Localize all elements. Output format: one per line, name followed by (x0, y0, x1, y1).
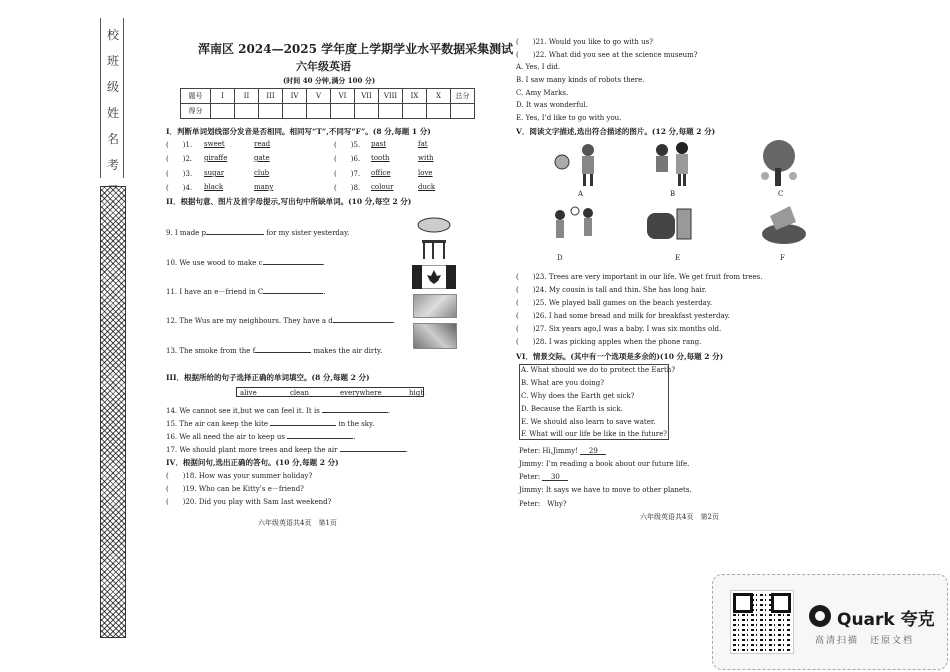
question-text: 14. We cannot see it,but we can feel it. It is (166, 407, 320, 415)
section-2-title: II．根据句意、图片及首字母提示,写出句中所缺单词。(10 分,每空 2 分) (166, 197, 412, 206)
dialogue-option: D. Because the Earth is sick. (521, 405, 623, 413)
answer-option: E. Yes, I’d like to go with you. (516, 114, 622, 122)
sec5-question: ( )24. My cousin is tall and thin. She has long hair. (516, 286, 707, 294)
dialogue-line (519, 447, 606, 455)
binding-margin (100, 18, 126, 658)
picture-label: A (578, 190, 584, 198)
question-text: 17. We should plant more trees and keep the air (166, 446, 338, 454)
quark-brand-name: Quark 夸克 (837, 610, 935, 630)
score-cell: IX (403, 89, 427, 104)
dialogue-option: C. Why does the Earth get sick? (521, 392, 635, 400)
score-input-cell[interactable] (355, 104, 379, 119)
answer-blank[interactable]: 30 (542, 473, 568, 481)
score-input-cell[interactable] (451, 104, 475, 119)
question-text: 15. The air can keep the kite (166, 420, 269, 428)
sec1-item-num: ( )6. (334, 155, 361, 163)
section-6-title: VI．情景交际。(其中有一个选项是多余的)(10 分,每题 2 分) (516, 352, 724, 361)
answer-option: C. Amy Marks. (516, 89, 569, 97)
dialogue-option: F. What will our life be like in the future? (521, 430, 668, 438)
score-row-values (181, 104, 475, 119)
score-cell: 得分 (181, 104, 211, 119)
plate-icon (418, 218, 450, 232)
sec4-question: ( )20. Did you play with Sam last weekend? (166, 498, 332, 506)
sec1-word: past (371, 140, 387, 148)
sec1-item-num: ( )3. (166, 170, 193, 178)
answer-blank[interactable] (333, 315, 393, 323)
quark-logo-icon (809, 605, 831, 627)
score-input-cell[interactable] (331, 104, 355, 119)
exam-subject: 六年级英语 (296, 60, 351, 73)
answer-blank[interactable] (255, 345, 311, 353)
question-text: . (322, 259, 325, 267)
answer-blank[interactable] (263, 286, 326, 296)
question-text: 10. We use wood to make c (166, 259, 263, 267)
picture-label: B (670, 190, 676, 198)
score-table (180, 88, 475, 119)
picture-label: F (780, 254, 785, 262)
score-input-cell[interactable] (259, 104, 283, 119)
section-5-title: V．阅读文字描述,选出符合描述的图片。(12 分,每题 2 分) (516, 127, 716, 136)
question-text: 16. We all need the air to keep us (166, 433, 285, 441)
score-cell: VI (331, 89, 355, 104)
sec1-word: giraffe (204, 154, 228, 162)
word-bank-word: everywhere (340, 389, 382, 397)
factory-picture (413, 323, 457, 349)
word-bank (236, 387, 424, 397)
sec2-question (166, 257, 325, 267)
sec1-item-num: ( )8. (334, 184, 361, 192)
sec1-item-num: ( )5. (334, 141, 361, 149)
sec5-question: ( )28. I was picking apples when the phone rang. (516, 338, 702, 346)
question-text: 11. I have an e－friend in C (166, 288, 264, 296)
score-cell: IV (283, 89, 307, 104)
question-text: makes the air dirty. (313, 347, 383, 355)
quark-watermark[interactable] (712, 574, 948, 670)
dialogue-options-box (519, 364, 669, 440)
question-text: . (323, 288, 326, 296)
exam-info: (时间 40 分钟,满分 100 分) (283, 76, 376, 85)
pancake-chair-picture (416, 216, 454, 264)
answer-option: D. It was wonderful. (516, 101, 588, 109)
sec1-word: office (371, 169, 391, 177)
question-text: 13. The smoke from the f (166, 347, 256, 355)
score-input-cell[interactable] (427, 104, 451, 119)
sec2-question (166, 286, 326, 297)
question-text: . (353, 433, 356, 441)
answer-blank[interactable] (206, 227, 264, 235)
score-cell: VII (355, 89, 379, 104)
sec5-question: ( )25. We played ball games on the beach yesterday. (516, 299, 713, 307)
dialogue-option: B. What are you doing? (521, 379, 604, 387)
right-question: ( )22. What did you see at the science museum? (516, 51, 698, 59)
score-cell: I (211, 89, 235, 104)
sec5-question: ( )23. Trees are very important in our life. We get fruit from trees. (516, 273, 763, 281)
dialogue-option: E. We should also learn to save water. (521, 418, 656, 426)
picture-b-girls (648, 140, 698, 188)
picture-f-phone (760, 202, 808, 248)
canada-flag-picture (412, 265, 456, 289)
score-cell: 总分 (451, 89, 475, 104)
score-cell: V (307, 89, 331, 104)
chair-leg-icon (423, 243, 425, 259)
sec1-word: many (254, 183, 274, 191)
question-text: . (392, 317, 395, 325)
picture-label: E (675, 254, 681, 262)
answer-option: B. I saw many kinds of robots there. (516, 76, 645, 84)
sec1-word: club (254, 169, 270, 177)
sec1-word: fat (418, 140, 428, 148)
sec1-item-num: ( )7. (334, 170, 361, 178)
score-row-header (181, 89, 475, 104)
answer-option: A. Yes, I did. (516, 63, 561, 71)
word-bank-word: clean (290, 389, 309, 397)
sec5-question: ( )27. Six years ago,I was a baby. I was six months old. (516, 325, 722, 333)
dialogue-text: Peter: Hi,Jimmy! (519, 447, 579, 455)
score-cell: II (235, 89, 259, 104)
question-text: in the sky. (338, 420, 375, 428)
sec1-word: read (254, 140, 271, 148)
section-1-title: I．判断单词划线部分发音是否相同。相同写“T”,不同写“F”。(8 分,每题 1 分) (166, 127, 431, 136)
sec3-question (166, 405, 390, 415)
picture-c-apple-tree (755, 140, 803, 188)
picture-a-baby (548, 140, 608, 188)
picture-d-beach-ball (548, 205, 604, 253)
sec3-question (166, 444, 408, 454)
sec1-word: sweet (204, 140, 225, 148)
sec1-word: colour (371, 183, 394, 191)
score-cell: X (427, 89, 451, 104)
chair-leg-icon (432, 243, 434, 259)
sec1-word: sugar (204, 169, 225, 177)
score-cell: VIII (379, 89, 403, 104)
score-input-cell[interactable] (307, 104, 331, 119)
section-4-title: IV．根据问句,选出正确的答句。(10 分,每题 2 分) (166, 458, 339, 467)
score-input-cell[interactable] (403, 104, 427, 119)
exam-title: 浑南区 2024—2025 学年度上学期学业水平数据采集测试 (198, 42, 514, 56)
sec1-item-num: ( )1. (166, 141, 193, 149)
score-cell: III (259, 89, 283, 104)
dialogue-option: A. What should we do to protect the Earth? (521, 366, 676, 374)
page-footer-left: 六年级英语共4页 第1页 (258, 519, 337, 527)
dialogue-line (519, 473, 568, 481)
question-text: 9. I made p (166, 229, 207, 237)
score-input-cell[interactable] (379, 104, 403, 119)
sec4-question: ( )19. Who can be Kitty’s e－friend? (166, 485, 304, 493)
answer-blank[interactable] (287, 431, 356, 441)
score-cell: 题号 (181, 89, 211, 104)
score-input-cell[interactable] (283, 104, 307, 119)
sec1-word: duck (418, 183, 436, 191)
binding-pattern (100, 186, 126, 638)
quark-tagline: 高清扫描 还原文档 (815, 636, 915, 646)
sec1-word: black (204, 183, 224, 191)
sec3-question (166, 418, 374, 428)
score-input-cell[interactable] (235, 104, 259, 119)
qr-code-icon[interactable] (731, 591, 793, 653)
sec1-word: with (418, 154, 434, 162)
sec5-question: ( )26. I had some bread and milk for breakfast yesterday. (516, 312, 730, 320)
picture-label: D (557, 254, 563, 262)
sec2-question (166, 227, 349, 237)
word-bank-word: high (409, 389, 425, 397)
answer-blank[interactable] (270, 418, 336, 426)
answer-blank[interactable] (322, 405, 391, 415)
question-text: 12. The Wus are my neighbours. They have a d (166, 317, 333, 325)
binding-info-column (100, 18, 124, 178)
dialogue-line: Jimmy: It says we have to move to other planets. (519, 486, 692, 494)
question-text: . (405, 446, 408, 454)
question-text: . (388, 407, 391, 415)
picture-e-bread-milk (645, 205, 695, 247)
section-3-title: III．根据所给的句子选择正确的单词填空。(8 分,每题 2 分) (166, 373, 370, 382)
score-input-cell[interactable] (211, 104, 235, 119)
chair-icon (422, 240, 446, 243)
sec1-item-num: ( )4. (166, 184, 193, 192)
chair-leg-icon (443, 243, 445, 259)
sec1-word: gate (254, 154, 270, 162)
sec3-question (166, 431, 355, 441)
sec1-word: tooth (371, 154, 390, 162)
dialogue-line: Peter: Why? (519, 500, 567, 508)
sec2-question (166, 345, 382, 355)
question-text: for my sister yesterday. (266, 229, 350, 237)
answer-blank[interactable]: 29 (580, 447, 606, 455)
word-bank-word: alive (240, 389, 257, 397)
answer-blank[interactable] (340, 444, 406, 452)
binding-info-text: 校 班 级 姓 名 考 (106, 28, 119, 172)
page-footer-right: 六年级英语共4页 第2页 (640, 513, 719, 521)
right-question: ( )21. Would you like to go with us? (516, 38, 653, 46)
sec2-question (166, 315, 395, 325)
answer-blank[interactable] (263, 257, 323, 265)
dog-picture (413, 294, 457, 318)
sec4-question: ( )18. How was your summer holiday? (166, 472, 313, 480)
sec1-item-num: ( )2. (166, 155, 193, 163)
picture-label: C (778, 190, 784, 198)
dialogue-line: Jimmy: I’m reading a book about our future life. (519, 460, 690, 468)
dialogue-text: Peter: (519, 473, 541, 481)
sec1-word: love (418, 169, 433, 177)
